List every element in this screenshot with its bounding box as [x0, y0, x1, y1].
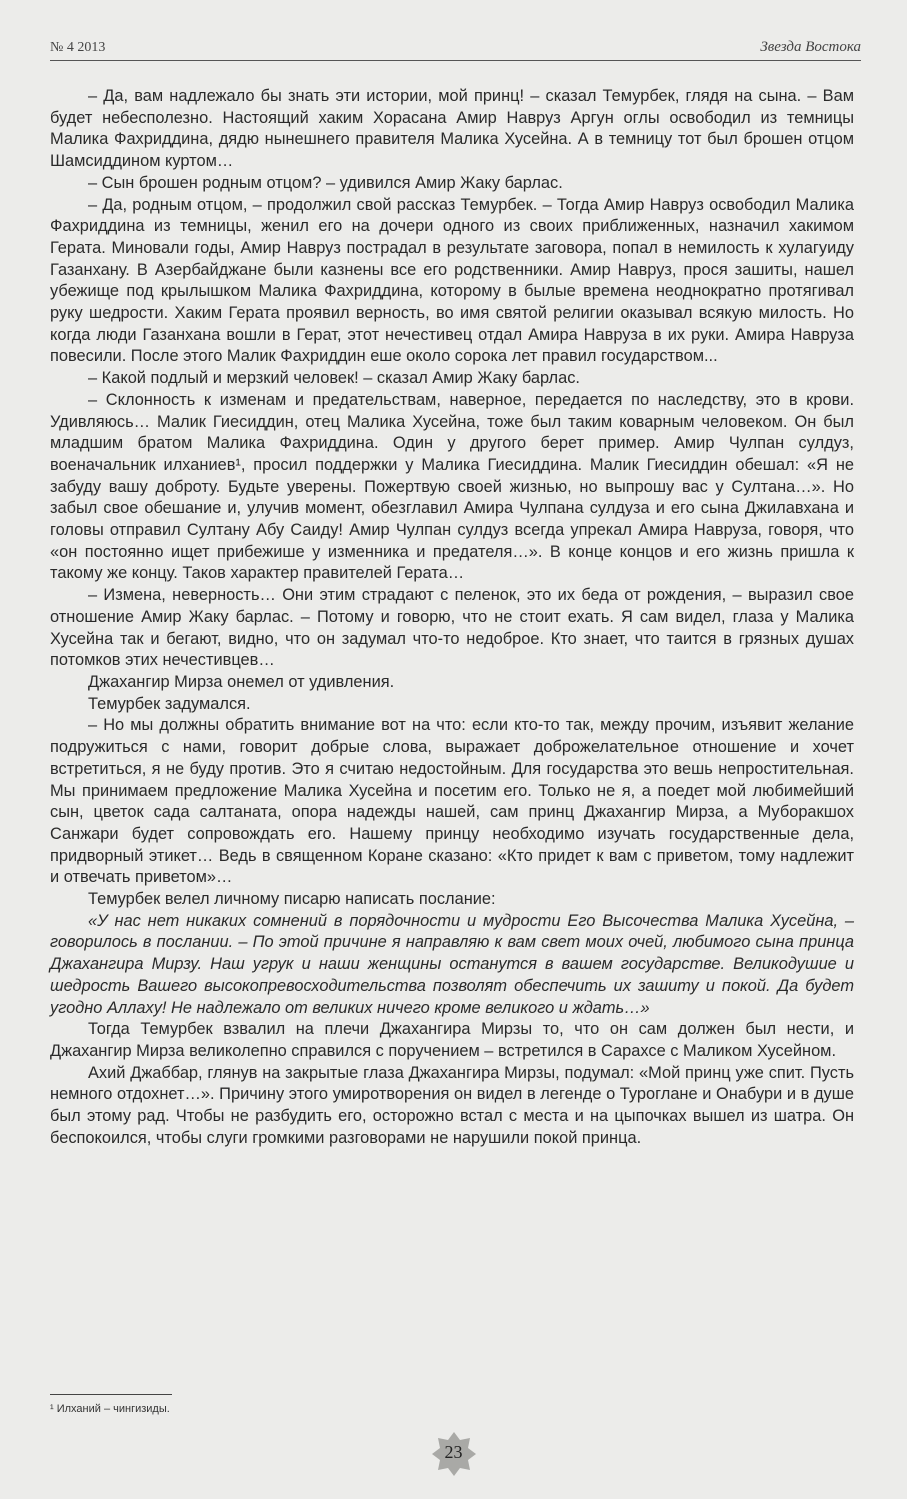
paragraph: – Склонность к изменам и предательствам, наверное, передается по наследству, это в крови. Удивляюсь… Малик Гиесиддин, отец Малика Хусейна, тоже был таким коварным человеком. Он был младшим братом Малика Фахриддина. Один у другого берет пример. Амир Чулпан сулдуз, военачальник илханиев¹, просил поддержки у Малика Гиесиддина. Малик Гиесиддин обешал: «Я не забуду вашу доброту. Будьте уверены. Пожертвую своей жизнью, но выпрошу вас у Султана…». Но забыл свое обешание и, улучив момент, обезглавил Амира Чулпана сулдуза и его сына Джилавхана и головы отправил Султану Абу Саиду! Амир Чулпан сулдуз всегда упрекал Амира Навруза, говоря, что «он постоянно ищет прибежише у изменника и предателя…». В конце концов и его жизнь пришла к такому же концу. Таков характер правителей Герата…: [50, 390, 854, 583]
paragraph: – Да, вам надлежало бы знать эти истории, мой принц! – сказал Темурбек, глядя на сына. – Вам будет небесполезно. Настоящий хаким Хорасана Амир Навруз Аргун оглы освободил из темницы Малика Фахриддина, дядю нынешнего правителя Малика Хусейна. А в темницу тот был брошен отцом Шамсиддином куртом…: [50, 87, 854, 171]
paragraph: – Да, родным отцом, – продолжил свой рассказ Темурбек. – Тогда Амир Навруз освободил Малика Фахриддина из темницы, женил его на дочери одного из своих приближенных, назначил хакимом Герата. Миновали годы, Амир Навруз пострадал в результате заговора, попал в немилость к хулагуиду Газанхану. В Азербайджане были казнены все его родственники. Амир Навруз, прося зашиты, нашел убежище под крылышком Малика Фахриддина, которому в былые времена неоднократно протягивал руку шедрости. Хаким Герата проявил верность, во имя святой религии оказывал всякую милость. Но когда люди Газанхана вошли в Герат, этот нечестивец отдал Амира Навруза в их руки. Амира Навруза повесили. После этого Малик Фахриддин еше около сорока лет правил государством...: [50, 195, 854, 366]
paragraph: Темурбек велел личному писарю написать послание:: [88, 890, 496, 909]
footnote: ¹ Илханий – чингизиды.: [50, 1403, 170, 1415]
paragraph: Тогда Темурбек взвалил на плечи Джахангира Мирзы то, что он сам должен был нести, и Джахангир Мирза великолепно справился с поручением – встретился в Сарахсе с Маликом Хусейном.: [50, 1020, 854, 1060]
paragraph: Джахангир Мирза онемел от удивления.: [88, 672, 395, 691]
quoted-letter: «У нас нет никаких сомнений в порядочности и мудрости Его Высочества Малика Хусейна, – говорилось в послании. – По этой причине я направляю к вам свет моих очей, любимого сына принца Джахангира Мирзу. Наш угрук и наши женщины останутся в вашем государстве. Великодушие и шедрость Вашего высокопревосходительства позволят обеспечить их зашиту и покой. Да будет угодно Аллаху! Не надлежало от великих ничего кроме великого и ждать…»: [50, 911, 854, 1017]
journal-title: Звезда Востока: [760, 39, 861, 55]
issue-number: № 4 2013: [50, 40, 106, 55]
paragraph: – Измена, неверность… Они этим страдают с пеленок, это их беда от рождения, – выразил свое отношение Амир Жаку барлас. – Потому и говорю, что не стоит ехать. Я сам видел, глаза у Малика Хусейна так и бегают, видно, что он задумал что-то недоброе. Кто знает, что таится в грязных душах потомков этих нечестивцев…: [50, 586, 854, 670]
article-body: [50, 86, 854, 1149]
page-number-badge: [430, 1430, 478, 1478]
paragraph: Ахий Джаббар, глянув на закрытые глаза Джахангира Мирзы, подумал: «Мой принц уже спит. Пусть немного отдохнет…». Причину этого умиротворения он видел в легенде о Туроглане и Онабури и в душе был этому рад. Чтобы не разбудить его, осторожно встал с места и на цыпочках вышел из шатра. Он беспокоился, чтобы слуги громкими разговорами не нарушили покой принца.: [50, 1063, 854, 1147]
page-number: 23: [444, 1442, 463, 1462]
paragraph: – Но мы должны обратить внимание вот на что: если кто-то так, между прочим, изъявит желание подружиться с нами, говорит добрые слова, выражает доброжелательное отношение и хочет встретиться, я не буду против. Это я считаю недостойным. Для государства это вешь непростительная. Мы принимаем предложение Малика Хусейна и посетим его. Только не я, а поедет мой любимейший сын, цветок сада салтаната, опора надежды нашей, сам принц Джахангир Мирза, а Муборакшох Санжари будет сопровождать его. Нашему принцу необходимо изучать государственные дела, придворный этикет… Ведь в священном Коране сказано: «Кто придет к вам с приветом, тому надлежит и отвечать приветом»…: [50, 716, 854, 887]
footnote-divider: [50, 1394, 172, 1395]
running-header: [50, 34, 861, 61]
paragraph: – Какой подлый и мерзкий человек! – сказал Амир Жаку барлас.: [88, 369, 580, 388]
paragraph: – Сын брошен родным отцом? – удивился Амир Жаку барлас.: [88, 173, 563, 192]
paragraph: Темурбек задумался.: [88, 694, 251, 713]
